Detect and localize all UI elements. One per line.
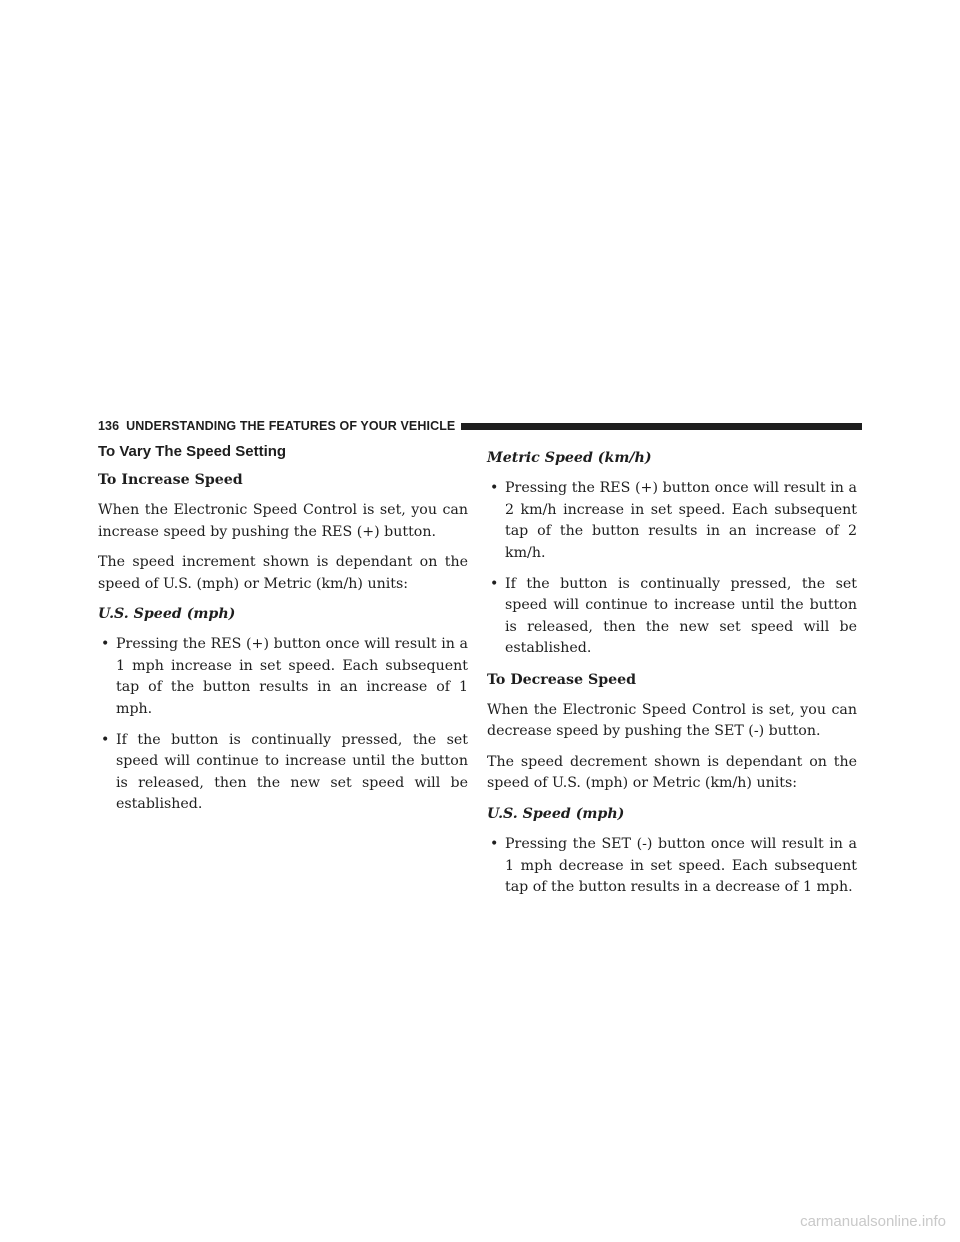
decrement-units-paragraph: The speed decrement shown is dependant on the speed of U.S. (mph) or Metric (km/h) units: [487, 753, 857, 792]
list-item-text: Pressing the SET (-) button once will result in a 1 mph decrease in set speed. Each subsequent tap of the button results in a decrease of 1 mph. [505, 836, 857, 895]
decrease-intro-paragraph: When the Electronic Speed Control is set, you can decrease speed by pushing the SET (-) button. [487, 702, 857, 740]
section-title: UNDERSTANDING THE FEATURES OF YOUR VEHICLE [126, 419, 456, 433]
us-increase-bullet-list [98, 634, 468, 815]
list-item [487, 834, 857, 898]
increase-speed-heading: To Increase Speed [98, 472, 243, 488]
increase-intro-paragraph: When the Electronic Speed Control is set, you can increase speed by pushing the RES (+) button. [98, 502, 468, 540]
right-column [487, 448, 857, 908]
us-speed-decrease-heading: U.S. Speed (mph) [487, 805, 625, 822]
metric-speed-heading: Metric Speed (km/h) [487, 450, 652, 466]
metric-increase-bullet-list [487, 478, 857, 659]
left-column [98, 442, 468, 826]
list-item [98, 634, 468, 720]
decrease-speed-heading: To Decrease Speed [487, 671, 637, 688]
increment-units-paragraph: The speed increment shown is dependant on the speed of U.S. (mph) or Metric (km/h) units: [98, 554, 468, 592]
bullet-icon: • [490, 836, 499, 853]
bullet-icon: • [490, 480, 499, 497]
bullet-icon: • [490, 576, 499, 593]
list-item-text: If the button is continually pressed, the set speed will continue to increase until the button is released, then the new set speed will be established. [116, 732, 468, 813]
list-item [487, 574, 857, 660]
header-rule [461, 423, 862, 430]
us-speed-heading: U.S. Speed (mph) [98, 606, 236, 623]
list-item [98, 730, 468, 816]
list-item-text: Pressing the RES (+) button once will result in a 2 km/h increase in set speed. Each subsequent tap of the button results in an increase of 2 km/h. [505, 480, 857, 561]
watermark-link[interactable]: carmanualsonline.info [800, 1213, 946, 1230]
section-heading: To Vary The Speed Setting [98, 443, 287, 460]
list-item-text: If the button is continually pressed, the set speed will continue to increase until the button is released, then the new set speed will be established. [505, 576, 857, 657]
page-header [98, 418, 862, 434]
us-decrease-bullet-list [487, 834, 857, 898]
list-item-text: Pressing the RES (+) button once will result in a 1 mph increase in set speed. Each subsequent tap of the button results in an increase of 1 mph. [116, 636, 468, 717]
bullet-icon: • [101, 636, 110, 653]
list-item [487, 478, 857, 564]
page-number: 136 [98, 419, 120, 433]
bullet-icon: • [101, 732, 110, 749]
